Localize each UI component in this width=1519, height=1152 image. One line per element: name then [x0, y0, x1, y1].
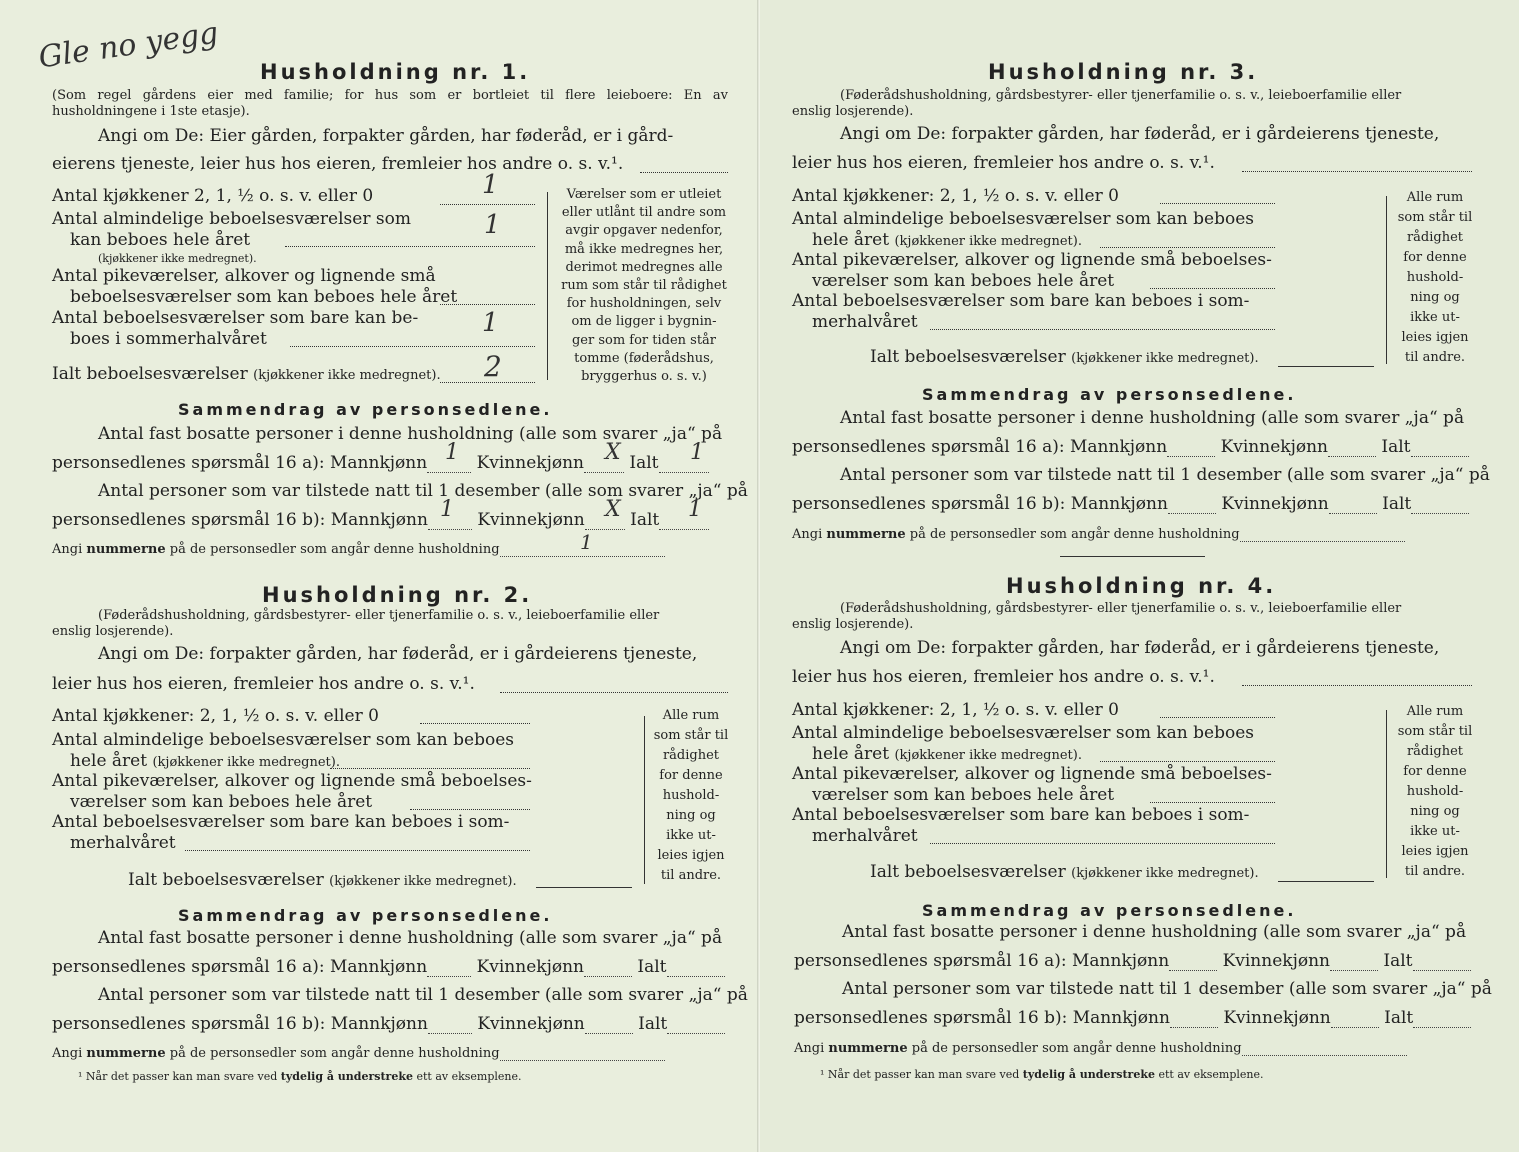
h4-s1: Antal fast bosatte personer i denne husholdning (alle som svarer „ja“ på — [842, 922, 1467, 942]
h2-footnote: ¹ Når det passer kan man svare ved tydelig å understreke ett av eksemplene. — [78, 1070, 522, 1083]
h2-nummer: Angi nummerne på de personsedler som angår denne husholdning — [52, 1046, 665, 1061]
h2-q-sommer-b: merhalvåret — [70, 833, 176, 853]
h2-side-note-line: Alle rum — [662, 708, 720, 723]
h1-angi-line1: Angi om De: Eier gården, forpakter gården, har føderåd, er i gård- — [98, 126, 674, 146]
h1-q-sommer-b: boes i sommerhalvåret — [70, 329, 267, 349]
h4-angi-line1: Angi om De: forpakter gården, har føderåd, er i gårdeierens tjeneste, — [840, 638, 1440, 658]
h1-side-note-line: om de ligger i bygnin- — [571, 314, 717, 330]
h3-side-note-line: hushold- — [1406, 270, 1464, 285]
h4-side-note-line: rådighet — [1406, 744, 1464, 759]
h2-angi-line2: leier hus hos eieren, fremleier hos andre o. s. v.¹. — [52, 674, 475, 694]
h1-side-note-line: derimot medregnes alle — [565, 259, 723, 275]
h3-q-sommer-a: Antal beboelsesværelser som bare kan beboes i som- — [792, 291, 1250, 311]
h2-q-pike-a: Antal pikeværelser, alkover og lignende små beboelses- — [52, 771, 532, 791]
h4-q-alm-b: hele året (kjøkkener ikke medregnet). — [812, 744, 1082, 764]
h2-s2b: personsedlenes spørsmål 16 b): Mannkjønn Kvinnekjønn Ialt — [52, 1014, 725, 1034]
h4-q-pike-b: værelser som kan beboes hele året — [812, 785, 1115, 805]
h2-side-note-line: leies igjen — [657, 848, 725, 863]
h3-ialt: Ialt beboelsesværelser (kjøkkener ikke medregnet). — [870, 347, 1259, 367]
h4-side-note-line: ning og — [1410, 804, 1460, 819]
h3-side-note-line: som står til — [1397, 210, 1473, 225]
h1-q-sommer-a: Antal beboelsesværelser som bare kan be- — [52, 308, 419, 328]
h2-side-note — [648, 706, 734, 886]
h1-summary-title: Sammendrag av personsedlene. — [178, 400, 553, 419]
h3-q-alm-a: Antal almindelige beboelsesværelser som kan beboes — [792, 209, 1254, 229]
h3-angi-line2: leier hus hos eieren, fremleier hos andre o. s. v.¹. — [792, 153, 1215, 173]
h1-answer-ialt: 2 — [484, 350, 502, 383]
h2-title: Husholdning nr. 2. — [262, 583, 533, 607]
h1-answer-i1: 1 — [690, 440, 704, 465]
h4-footnote: ¹ Når det passer kan man svare ved tydelig å understreke ett av eksemplene. — [820, 1068, 1264, 1081]
h1-answer-m2: 1 — [440, 497, 454, 522]
h4-s2: Antal personer som var tilstede natt til 1 desember (alle som svarer „ja“ på — [842, 979, 1492, 999]
h4-q-sommer-a: Antal beboelsesværelser som bare kan beboes i som- — [792, 805, 1250, 825]
h3-q-sommer-b: merhalvåret — [812, 312, 918, 332]
h2-angi-line1: Angi om De: forpakter gården, har føderåd, er i gårdeierens tjeneste, — [98, 644, 698, 664]
h4-side-note-line: som står til — [1397, 724, 1473, 739]
h4-ialt: Ialt beboelsesværelser (kjøkkener ikke medregnet). — [870, 862, 1259, 882]
h3-summary-title: Sammendrag av personsedlene. — [922, 385, 1297, 404]
h3-side-note-line: til andre. — [1404, 350, 1466, 365]
h1-side-note-line: for husholdningen, selv — [566, 296, 722, 312]
h1-side-note-line: eller utlånt til andre som — [561, 205, 727, 221]
h1-s1: Antal fast bosatte personer i denne husholdning (alle som svarer „ja“ på — [98, 424, 723, 444]
h1-ialt-label: Ialt beboelsesværelser (kjøkkener ikke medregnet). — [52, 364, 441, 384]
h3-s1b: personsedlenes spørsmål 16 a): Mannkjønn Kvinnekjønn Ialt — [792, 437, 1469, 457]
right-page — [760, 0, 1519, 1152]
h3-desc2: enslig losjerende). — [792, 104, 914, 119]
h1-q-pike-b: beboelsesværelser som kan beboes hele året — [70, 287, 458, 307]
h2-summary-title: Sammendrag av personsedlene. — [178, 906, 553, 925]
h1-title: Husholdning nr. 1. — [260, 60, 531, 84]
h3-side-note-line: rådighet — [1406, 230, 1464, 245]
h2-side-note-line: hushold- — [662, 788, 720, 803]
h4-s1b: personsedlenes spørsmål 16 a): Mannkjønn Kvinnekjønn Ialt — [794, 951, 1471, 971]
h1-side-note-line: bryggerhus o. s. v.) — [581, 369, 707, 385]
h4-s2b: personsedlenes spørsmål 16 b): Mannkjønn Kvinnekjønn Ialt — [794, 1008, 1471, 1028]
h3-side-note-line: Alle rum — [1406, 190, 1464, 205]
h1-answer-k1: X — [605, 440, 621, 465]
h1-answer-sommer: 1 — [482, 308, 499, 338]
h2-ialt: Ialt beboelsesværelser (kjøkkener ikke medregnet). — [128, 870, 517, 890]
h1-side-note — [554, 186, 734, 386]
h1-s1b: personsedlenes spørsmål 16 a): Mannkjønn Kvinnekjønn Ialt — [52, 453, 709, 473]
h2-side-note-line: til andre. — [660, 868, 722, 883]
h4-summary-title: Sammendrag av personsedlene. — [922, 901, 1297, 920]
handwritten-note: Gle no yegg — [36, 15, 221, 76]
h3-side-note-line: ning og — [1410, 290, 1460, 305]
h3-q-kjokkener: Antal kjøkkener: 2, 1, ½ o. s. v. eller 0 — [792, 186, 1119, 206]
h2-q-sommer-a: Antal beboelsesværelser som bare kan beboes i som- — [52, 812, 510, 832]
h4-q-sommer-b: merhalvåret — [812, 826, 918, 846]
h1-q-alm-a: Antal almindelige beboelsesværelser som — [52, 209, 411, 229]
h1-angi-line2: eierens tjeneste, leier hus hos eieren, fremleier hos andre o. s. v.¹. — [52, 154, 624, 174]
h3-side-note — [1390, 188, 1480, 368]
h3-nummer: Angi nummerne på de personsedler som angår denne husholdning — [792, 527, 1405, 542]
h3-q-pike-b: værelser som kan beboes hele året — [812, 271, 1115, 291]
h4-side-note-line: til andre. — [1404, 864, 1466, 879]
h1-side-note-line: tomme (føderådshus, — [574, 350, 714, 366]
h1-description: (Som regel gårdens eier med familie; for hus som er bortleiet til flere leieboere: En av husholdningene i 1ste etasje). — [52, 88, 728, 119]
h4-title: Husholdning nr. 4. — [1006, 574, 1277, 598]
h2-q-alm-b: hele året (kjøkkener ikke medregnet). — [70, 751, 340, 771]
h1-s2: Antal personer som var tilstede natt til 1 desember (alle som svarer „ja“ på — [98, 481, 748, 501]
h4-side-note — [1390, 702, 1480, 882]
h2-q-pike-b: værelser som kan beboes hele året — [70, 792, 373, 812]
h1-q-alm-c: (kjøkkener ikke medregnet). — [98, 252, 257, 265]
h1-side-note-line: avgir opgaver nedenfor, — [565, 223, 723, 239]
h3-side-note-line: for denne — [1403, 250, 1467, 265]
h4-nummer: Angi nummerne på de personsedler som angår denne husholdning — [794, 1041, 1407, 1056]
h3-q-alm-b: hele året (kjøkkener ikke medregnet). — [812, 230, 1082, 250]
h3-s2: Antal personer som var tilstede natt til 1 desember (alle som svarer „ja“ på — [840, 465, 1490, 485]
h4-q-kjokkener: Antal kjøkkener: 2, 1, ½ o. s. v. eller 0 — [792, 700, 1119, 720]
h1-answer-i2: 1 — [688, 497, 702, 522]
h1-q-alm-b: kan beboes hele året — [70, 230, 251, 250]
h2-s2: Antal personer som var tilstede natt til 1 desember (alle som svarer „ja“ på — [98, 985, 748, 1005]
h1-answer-alm: 1 — [484, 210, 501, 240]
h1-answer-m1: 1 — [445, 440, 459, 465]
h3-s1: Antal fast bosatte personer i denne husholdning (alle som svarer „ja“ på — [840, 408, 1465, 428]
h2-side-note-line: som står til — [653, 728, 729, 743]
h2-s1b: personsedlenes spørsmål 16 a): Mannkjønn Kvinnekjønn Ialt — [52, 957, 725, 977]
h1-side-note-line: ger som for tiden står — [571, 332, 717, 348]
h1-s2b: personsedlenes spørsmål 16 b): Mannkjønn Kvinnekjønn Ialt — [52, 510, 709, 530]
h4-q-alm-a: Antal almindelige beboelsesværelser som kan beboes — [792, 723, 1254, 743]
h4-angi-line2: leier hus hos eieren, fremleier hos andre o. s. v.¹. — [792, 667, 1215, 687]
h1-side-note-line: må ikke medregnes her, — [564, 241, 724, 257]
h3-title: Husholdning nr. 3. — [988, 60, 1259, 84]
h1-q-pike-a: Antal pikeværelser, alkover og lignende små — [52, 266, 436, 286]
h3-s2b: personsedlenes spørsmål 16 b): Mannkjønn Kvinnekjønn Ialt — [792, 494, 1469, 514]
h3-desc1: (Føderådshusholdning, gårdsbestyrer- eller tjenerfamilie o. s. v., leieboerfamilie eller — [840, 88, 1402, 103]
h4-side-note-line: for denne — [1403, 764, 1467, 779]
h2-desc2: enslig losjerende). — [52, 624, 174, 639]
h2-q-kjokkener: Antal kjøkkener: 2, 1, ½ o. s. v. eller 0 — [52, 706, 379, 726]
h4-side-note-line: leies igjen — [1401, 844, 1469, 859]
h1-answer-nummer: 1 — [580, 530, 593, 554]
h2-side-note-line: rådighet — [662, 748, 720, 763]
left-page — [0, 0, 759, 1152]
h2-side-note-line: ikke ut- — [666, 828, 716, 843]
h1-answer-k2: X — [605, 497, 621, 522]
h3-side-note-line: ikke ut- — [1410, 310, 1460, 325]
h3-side-note-line: leies igjen — [1401, 330, 1469, 345]
h2-desc1: (Føderådshusholdning, gårdsbestyrer- eller tjenerfamilie o. s. v., leieboerfamilie eller — [98, 608, 660, 623]
h2-side-note-line: for denne — [659, 768, 723, 783]
h3-q-pike-a: Antal pikeværelser, alkover og lignende små beboelses- — [792, 250, 1272, 270]
h1-q-kjokkener: Antal kjøkkener 2, 1, ½ o. s. v. eller 0 — [52, 186, 374, 206]
h4-side-note-line: hushold- — [1406, 784, 1464, 799]
h1-answer-kjokkener: 1 — [482, 170, 499, 200]
h4-q-pike-a: Antal pikeværelser, alkover og lignende små beboelses- — [792, 764, 1272, 784]
h4-side-note-line: ikke ut- — [1410, 824, 1460, 839]
h2-s1: Antal fast bosatte personer i denne husholdning (alle som svarer „ja“ på — [98, 928, 723, 948]
h1-side-note-line: rum som står til rådighet — [561, 278, 727, 294]
h2-q-alm-a: Antal almindelige beboelsesværelser som kan beboes — [52, 730, 514, 750]
h2-side-note-line: ning og — [666, 808, 716, 823]
h1-nummer: Angi nummerne på de personsedler som angår denne husholdning — [52, 542, 665, 557]
h4-desc1: (Føderådshusholdning, gårdsbestyrer- eller tjenerfamilie o. s. v., leieboerfamilie eller — [840, 601, 1402, 616]
h3-angi-line1: Angi om De: forpakter gården, har føderåd, er i gårdeierens tjeneste, — [840, 124, 1440, 144]
h4-side-note-line: Alle rum — [1406, 704, 1464, 719]
h1-side-note-line: Værelser som er utleiet — [566, 187, 722, 202]
h4-desc2: enslig losjerende). — [792, 617, 914, 632]
